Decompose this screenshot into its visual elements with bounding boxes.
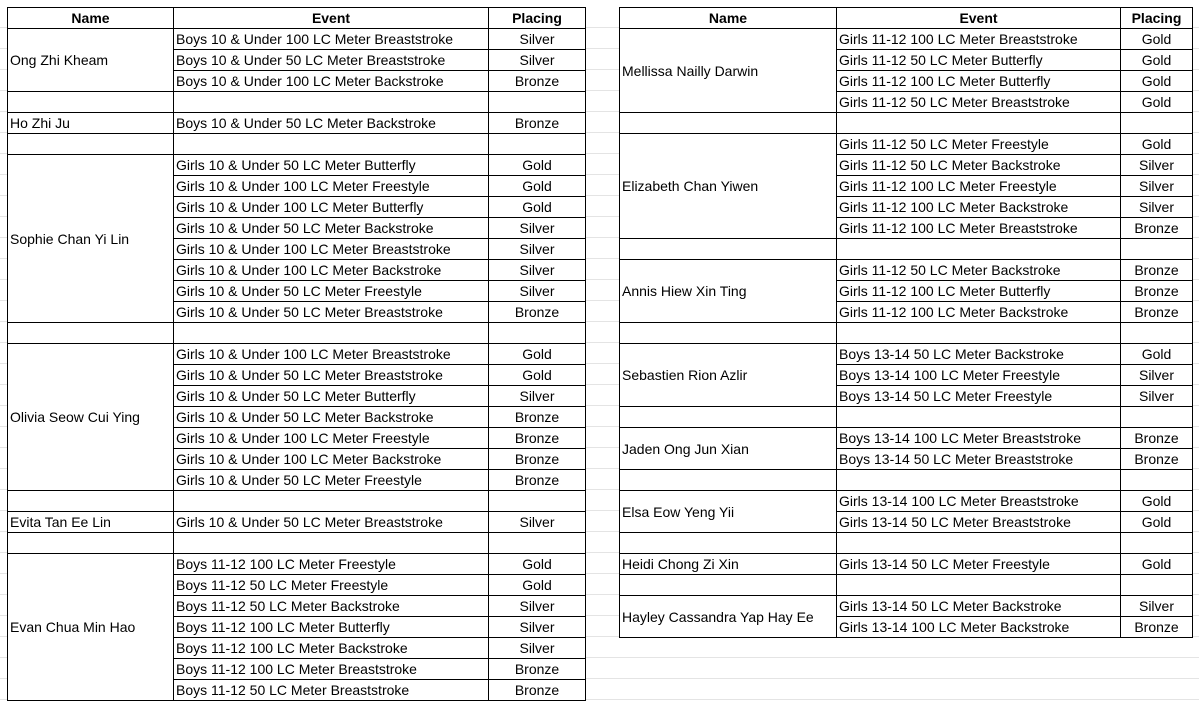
empty-cell[interactable] <box>489 491 586 512</box>
placing-cell[interactable]: Silver <box>489 512 586 533</box>
empty-cell[interactable] <box>1121 407 1193 428</box>
swimmer-name-cell[interactable]: Jaden Ong Jun Xian <box>620 428 837 470</box>
placing-cell[interactable]: Gold <box>1121 554 1193 575</box>
empty-cell[interactable] <box>1121 470 1193 491</box>
event-cell[interactable]: Girls 11-12 100 LC Meter Backstroke <box>837 302 1121 323</box>
placing-cell[interactable]: Silver <box>489 386 586 407</box>
event-cell[interactable]: Girls 11-12 100 LC Meter Breaststroke <box>837 29 1121 50</box>
placing-cell[interactable]: Gold <box>489 155 586 176</box>
placing-cell[interactable]: Gold <box>489 197 586 218</box>
empty-cell[interactable] <box>837 113 1121 134</box>
table-row <box>8 512 586 533</box>
placing-cell[interactable]: Silver <box>489 638 586 659</box>
results-table-right <box>619 7 1193 638</box>
placing-cell[interactable]: Silver <box>489 596 586 617</box>
empty-cell[interactable] <box>620 239 837 260</box>
event-cell[interactable]: Boys 13-14 100 LC Meter Breaststroke <box>837 428 1121 449</box>
placing-cell[interactable]: Gold <box>489 575 586 596</box>
header-row <box>8 8 586 29</box>
empty-cell[interactable] <box>8 134 174 155</box>
event-cell[interactable]: Girls 10 & Under 50 LC Meter Butterfly <box>174 386 489 407</box>
event-cell[interactable]: Boys 13-14 50 LC Meter Breaststroke <box>837 449 1121 470</box>
results-table-left <box>7 7 586 701</box>
swimmer-name-cell[interactable]: Sebastien Rion Azlir <box>620 344 837 407</box>
event-cell[interactable]: Girls 10 & Under 50 LC Meter Backstroke <box>174 218 489 239</box>
placing-cell[interactable]: Bronze <box>489 680 586 701</box>
placing-cell[interactable]: Bronze <box>489 113 586 134</box>
swimmer-name-cell[interactable]: Elizabeth Chan Yiwen <box>620 134 837 239</box>
event-cell[interactable]: Girls 13-14 100 LC Meter Backstroke <box>837 617 1121 638</box>
spacer-row <box>620 470 1193 491</box>
header-name[interactable]: Name <box>620 8 837 29</box>
placing-cell[interactable]: Silver <box>489 50 586 71</box>
event-cell[interactable]: Boys 11-12 50 LC Meter Breaststroke <box>174 680 489 701</box>
table-row <box>620 134 1193 155</box>
table-row <box>620 344 1193 365</box>
placing-cell[interactable]: Bronze <box>489 71 586 92</box>
spacer-row <box>620 113 1193 134</box>
event-cell[interactable]: Girls 10 & Under 100 LC Meter Butterfly <box>174 197 489 218</box>
event-cell[interactable]: Girls 10 & Under 50 LC Meter Breaststroke <box>174 302 489 323</box>
empty-cell[interactable] <box>837 239 1121 260</box>
swimmer-name-cell[interactable]: Evita Tan Ee Lin <box>8 512 174 533</box>
swimmer-name-cell[interactable]: Mellissa Nailly Darwin <box>620 29 837 113</box>
empty-cell[interactable] <box>489 92 586 113</box>
table-row <box>8 29 586 50</box>
empty-cell[interactable] <box>8 323 174 344</box>
placing-cell[interactable]: Bronze <box>1121 281 1193 302</box>
swimmer-name-cell[interactable]: Annis Hiew Xin Ting <box>620 260 837 323</box>
event-cell[interactable]: Boys 10 & Under 50 LC Meter Breaststroke <box>174 50 489 71</box>
placing-cell[interactable]: Gold <box>489 176 586 197</box>
spacer-row <box>620 575 1193 596</box>
placing-cell[interactable]: Bronze <box>1121 260 1193 281</box>
placing-cell[interactable]: Gold <box>1121 491 1193 512</box>
empty-cell[interactable] <box>174 491 489 512</box>
event-cell[interactable]: Girls 13-14 100 LC Meter Breaststroke <box>837 491 1121 512</box>
spacer-row <box>8 92 586 113</box>
placing-cell[interactable]: Bronze <box>1121 428 1193 449</box>
event-cell[interactable]: Girls 10 & Under 50 LC Meter Breaststroke <box>174 365 489 386</box>
event-cell[interactable]: Girls 10 & Under 50 LC Meter Freestyle <box>174 470 489 491</box>
event-cell[interactable]: Girls 11-12 100 LC Meter Backstroke <box>837 197 1121 218</box>
empty-cell[interactable] <box>174 134 489 155</box>
event-cell[interactable]: Girls 10 & Under 50 LC Meter Butterfly <box>174 155 489 176</box>
event-cell[interactable]: Boys 10 & Under 50 LC Meter Backstroke <box>174 113 489 134</box>
placing-cell[interactable]: Gold <box>1121 344 1193 365</box>
placing-cell[interactable]: Silver <box>489 218 586 239</box>
spacer-row <box>8 323 586 344</box>
header-name[interactable]: Name <box>8 8 174 29</box>
swimmer-name-cell[interactable]: Ong Zhi Kheam <box>8 29 174 92</box>
header-event[interactable]: Event <box>837 8 1121 29</box>
placing-cell[interactable]: Bronze <box>1121 218 1193 239</box>
empty-cell[interactable] <box>620 533 837 554</box>
event-cell[interactable]: Girls 10 & Under 50 LC Meter Backstroke <box>174 407 489 428</box>
empty-cell[interactable] <box>1121 113 1193 134</box>
spacer-row <box>620 407 1193 428</box>
event-cell[interactable]: Girls 10 & Under 50 LC Meter Breaststroke <box>174 512 489 533</box>
empty-cell[interactable] <box>8 533 174 554</box>
table-row <box>8 344 586 365</box>
spacer-row <box>620 323 1193 344</box>
event-cell[interactable]: Boys 11-12 100 LC Meter Butterfly <box>174 617 489 638</box>
placing-cell[interactable]: Gold <box>489 344 586 365</box>
empty-cell[interactable] <box>837 533 1121 554</box>
swimmer-name-cell[interactable]: Sophie Chan Yi Lin <box>8 155 174 323</box>
placing-cell[interactable]: Bronze <box>1121 302 1193 323</box>
event-cell[interactable]: Girls 11-12 50 LC Meter Backstroke <box>837 260 1121 281</box>
placing-cell[interactable]: Gold <box>1121 512 1193 533</box>
placing-cell[interactable]: Silver <box>489 281 586 302</box>
placing-cell[interactable]: Bronze <box>489 470 586 491</box>
empty-cell[interactable] <box>489 134 586 155</box>
empty-cell[interactable] <box>837 575 1121 596</box>
swimmer-name-cell[interactable]: Elsa Eow Yeng Yii <box>620 491 837 533</box>
placing-cell[interactable]: Silver <box>489 260 586 281</box>
placing-cell[interactable]: Silver <box>1121 155 1193 176</box>
spacer-row <box>8 134 586 155</box>
table-row <box>8 155 586 176</box>
event-cell[interactable]: Girls 10 & Under 50 LC Meter Freestyle <box>174 281 489 302</box>
placing-cell[interactable]: Gold <box>1121 71 1193 92</box>
placing-cell[interactable]: Bronze <box>1121 449 1193 470</box>
event-cell[interactable]: Boys 11-12 50 LC Meter Freestyle <box>174 575 489 596</box>
placing-cell[interactable]: Silver <box>1121 197 1193 218</box>
table-row <box>620 596 1193 617</box>
empty-cell[interactable] <box>620 113 837 134</box>
spacer-row <box>620 533 1193 554</box>
placing-cell[interactable]: Bronze <box>489 659 586 680</box>
placing-cell[interactable]: Gold <box>489 554 586 575</box>
empty-cell[interactable] <box>620 470 837 491</box>
swimmer-name-cell[interactable]: Evan Chua Min Hao <box>8 554 174 701</box>
empty-cell[interactable] <box>837 323 1121 344</box>
swimmer-name-cell[interactable]: Hayley Cassandra Yap Hay Ee <box>620 596 837 638</box>
event-cell[interactable]: Girls 11-12 50 LC Meter Butterfly <box>837 50 1121 71</box>
event-cell[interactable]: Girls 11-12 100 LC Meter Freestyle <box>837 176 1121 197</box>
event-cell[interactable]: Boys 11-12 100 LC Meter Freestyle <box>174 554 489 575</box>
table-row <box>620 428 1193 449</box>
table-row <box>8 113 586 134</box>
placing-cell[interactable]: Silver <box>489 239 586 260</box>
event-cell[interactable]: Girls 13-14 50 LC Meter Breaststroke <box>837 512 1121 533</box>
placing-cell[interactable]: Silver <box>1121 386 1193 407</box>
swimmer-name-cell[interactable]: Olivia Seow Cui Ying <box>8 344 174 491</box>
event-cell[interactable]: Boys 10 & Under 100 LC Meter Backstroke <box>174 71 489 92</box>
header-event[interactable]: Event <box>174 8 489 29</box>
event-cell[interactable]: Girls 11-12 100 LC Meter Breaststroke <box>837 218 1121 239</box>
spacer-row <box>8 491 586 512</box>
empty-cell[interactable] <box>620 407 837 428</box>
header-placing[interactable]: Placing <box>489 8 586 29</box>
empty-cell[interactable] <box>1121 323 1193 344</box>
empty-cell[interactable] <box>174 533 489 554</box>
empty-cell[interactable] <box>8 491 174 512</box>
event-cell[interactable]: Boys 10 & Under 100 LC Meter Breaststroke <box>174 29 489 50</box>
empty-cell[interactable] <box>1121 239 1193 260</box>
placing-cell[interactable]: Gold <box>1121 92 1193 113</box>
swimmer-name-cell[interactable]: Heidi Chong Zi Xin <box>620 554 837 575</box>
table-row <box>620 29 1193 50</box>
placing-cell[interactable]: Gold <box>1121 134 1193 155</box>
event-cell[interactable]: Boys 13-14 100 LC Meter Freestyle <box>837 365 1121 386</box>
placing-cell[interactable]: Bronze <box>489 449 586 470</box>
event-cell[interactable]: Girls 11-12 50 LC Meter Backstroke <box>837 155 1121 176</box>
table-row <box>620 554 1193 575</box>
event-cell[interactable]: Boys 11-12 100 LC Meter Backstroke <box>174 638 489 659</box>
event-cell[interactable]: Girls 11-12 100 LC Meter Butterfly <box>837 71 1121 92</box>
placing-cell[interactable]: Silver <box>489 617 586 638</box>
placing-cell[interactable]: Silver <box>1121 176 1193 197</box>
empty-cell[interactable] <box>1121 533 1193 554</box>
empty-cell[interactable] <box>489 533 586 554</box>
event-cell[interactable]: Girls 10 & Under 100 LC Meter Freestyle <box>174 176 489 197</box>
header-row <box>620 8 1193 29</box>
empty-cell[interactable] <box>620 323 837 344</box>
event-cell[interactable]: Boys 13-14 50 LC Meter Freestyle <box>837 386 1121 407</box>
event-cell[interactable]: Girls 10 & Under 100 LC Meter Freestyle <box>174 428 489 449</box>
empty-cell[interactable] <box>174 323 489 344</box>
placing-cell[interactable]: Silver <box>1121 365 1193 386</box>
empty-cell[interactable] <box>837 470 1121 491</box>
placing-cell[interactable]: Gold <box>1121 50 1193 71</box>
event-cell[interactable]: Girls 10 & Under 100 LC Meter Backstroke <box>174 449 489 470</box>
event-cell[interactable]: Girls 11-12 50 LC Meter Breaststroke <box>837 92 1121 113</box>
empty-cell[interactable] <box>620 575 837 596</box>
placing-cell[interactable]: Gold <box>1121 29 1193 50</box>
spacer-row <box>620 239 1193 260</box>
event-cell[interactable]: Girls 10 & Under 100 LC Meter Breaststroke <box>174 344 489 365</box>
empty-cell[interactable] <box>8 92 174 113</box>
placing-cell[interactable]: Bronze <box>489 302 586 323</box>
empty-cell[interactable] <box>1121 575 1193 596</box>
placing-cell[interactable]: Silver <box>489 29 586 50</box>
event-cell[interactable]: Boys 11-12 100 LC Meter Breaststroke <box>174 659 489 680</box>
event-cell[interactable]: Boys 13-14 50 LC Meter Backstroke <box>837 344 1121 365</box>
placing-cell[interactable]: Bronze <box>489 428 586 449</box>
empty-cell[interactable] <box>837 407 1121 428</box>
placing-cell[interactable]: Gold <box>489 365 586 386</box>
event-cell[interactable]: Girls 10 & Under 100 LC Meter Backstroke <box>174 260 489 281</box>
placing-cell[interactable]: Bronze <box>1121 617 1193 638</box>
event-cell[interactable]: Girls 11-12 100 LC Meter Butterfly <box>837 281 1121 302</box>
header-placing[interactable]: Placing <box>1121 8 1193 29</box>
spacer-row <box>8 533 586 554</box>
event-cell[interactable]: Girls 10 & Under 100 LC Meter Breaststroke <box>174 239 489 260</box>
table-row <box>8 554 586 575</box>
placing-cell[interactable]: Bronze <box>489 407 586 428</box>
event-cell[interactable]: Boys 11-12 50 LC Meter Backstroke <box>174 596 489 617</box>
table-row <box>620 260 1193 281</box>
swimmer-name-cell[interactable]: Ho Zhi Ju <box>8 113 174 134</box>
event-cell[interactable]: Girls 13-14 50 LC Meter Backstroke <box>837 596 1121 617</box>
event-cell[interactable]: Girls 11-12 50 LC Meter Freestyle <box>837 134 1121 155</box>
empty-cell[interactable] <box>489 323 586 344</box>
empty-cell[interactable] <box>174 92 489 113</box>
placing-cell[interactable]: Silver <box>1121 596 1193 617</box>
event-cell[interactable]: Girls 13-14 50 LC Meter Freestyle <box>837 554 1121 575</box>
table-row <box>620 491 1193 512</box>
